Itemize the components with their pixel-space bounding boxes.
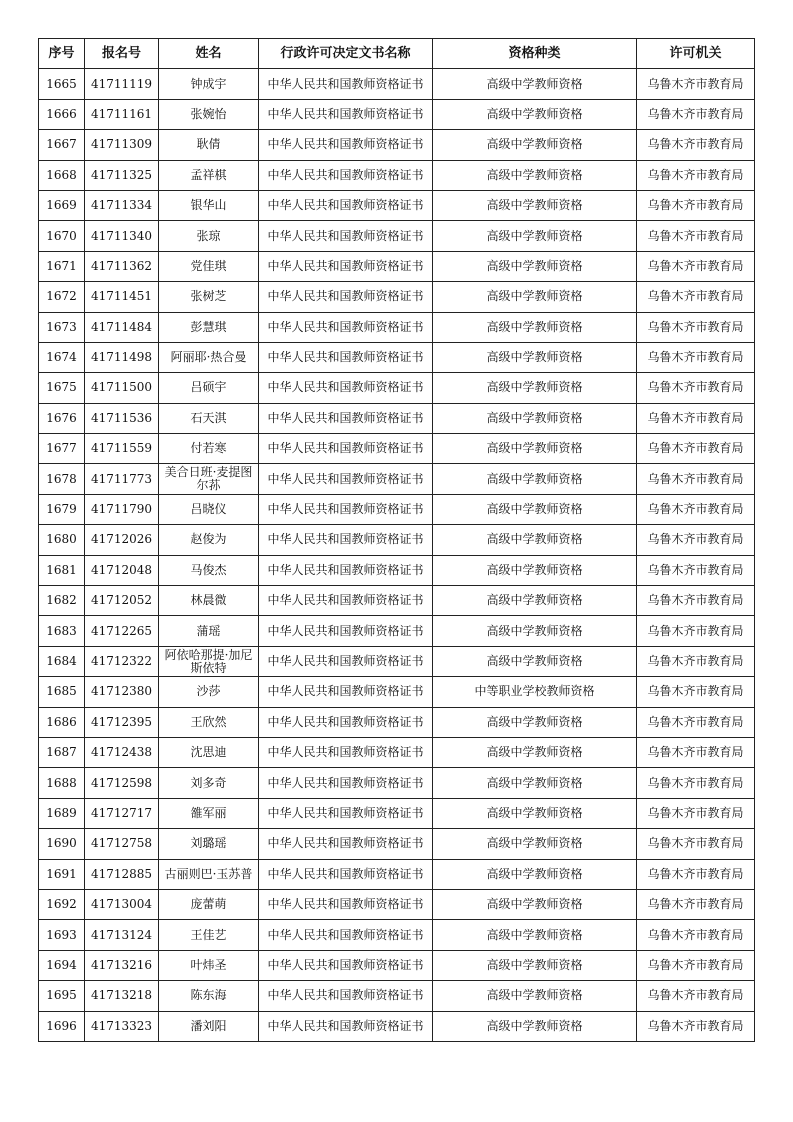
qualification-type-cell: 高级中学教师资格	[433, 829, 637, 859]
licensing-authority-cell: 乌鲁木齐市教育局	[637, 130, 755, 160]
name-cell: 雒军丽	[159, 798, 259, 828]
registration-number-cell: 41711790	[85, 494, 159, 524]
serial-number-cell: 1679	[39, 494, 85, 524]
licensing-authority-cell: 乌鲁木齐市教育局	[637, 950, 755, 980]
serial-number-cell: 1674	[39, 342, 85, 372]
licensing-authority-cell: 乌鲁木齐市教育局	[637, 190, 755, 220]
serial-number-cell: 1692	[39, 889, 85, 919]
name-cell: 钟成宇	[159, 69, 259, 99]
table-row	[39, 737, 755, 767]
table-row	[39, 494, 755, 524]
qualification-type-cell: 高级中学教师资格	[433, 403, 637, 433]
registration-number-cell: 41711119	[85, 69, 159, 99]
document-name-cell: 中华人民共和国教师资格证书	[259, 69, 433, 99]
qualification-type-cell: 高级中学教师资格	[433, 950, 637, 980]
registration-number-cell: 41711484	[85, 312, 159, 342]
document-name-cell: 中华人民共和国教师资格证书	[259, 859, 433, 889]
header-qualification-type: 资格种类	[433, 39, 637, 69]
qualification-type-cell: 高级中学教师资格	[433, 525, 637, 555]
name-cell: 美合日班·麦提图尔荪	[159, 464, 259, 494]
document-name-cell: 中华人民共和国教师资格证书	[259, 737, 433, 767]
table-row	[39, 616, 755, 646]
name-cell: 张树芝	[159, 282, 259, 312]
serial-number-cell: 1677	[39, 434, 85, 464]
name-cell: 赵俊为	[159, 525, 259, 555]
licensing-authority-cell: 乌鲁木齐市教育局	[637, 525, 755, 555]
table-header-row	[39, 39, 755, 69]
document-name-cell: 中华人民共和国教师资格证书	[259, 525, 433, 555]
qualification-type-cell: 高级中学教师资格	[433, 616, 637, 646]
registration-number-cell: 41712598	[85, 768, 159, 798]
name-cell: 古丽则巴·玉苏普	[159, 859, 259, 889]
qualification-type-cell: 高级中学教师资格	[433, 251, 637, 281]
document-name-cell: 中华人民共和国教师资格证书	[259, 373, 433, 403]
name-cell: 庞蕾萌	[159, 889, 259, 919]
table-row	[39, 190, 755, 220]
table-row	[39, 768, 755, 798]
serial-number-cell: 1673	[39, 312, 85, 342]
registration-number-cell: 41713323	[85, 1011, 159, 1041]
serial-number-cell: 1676	[39, 403, 85, 433]
name-cell: 张琼	[159, 221, 259, 251]
serial-number-cell: 1668	[39, 160, 85, 190]
registration-number-cell: 41712885	[85, 859, 159, 889]
licensing-authority-cell: 乌鲁木齐市教育局	[637, 1011, 755, 1041]
document-name-cell: 中华人民共和国教师资格证书	[259, 555, 433, 585]
qualification-type-cell: 高级中学教师资格	[433, 768, 637, 798]
qualification-type-cell: 高级中学教师资格	[433, 342, 637, 372]
serial-number-cell: 1687	[39, 737, 85, 767]
qualification-type-cell: 高级中学教师资格	[433, 859, 637, 889]
registration-number-cell: 41711309	[85, 130, 159, 160]
licensing-authority-cell: 乌鲁木齐市教育局	[637, 768, 755, 798]
document-name-cell: 中华人民共和国教师资格证书	[259, 282, 433, 312]
document-name-cell: 中华人民共和国教师资格证书	[259, 920, 433, 950]
table-row	[39, 950, 755, 980]
qualification-type-cell: 高级中学教师资格	[433, 99, 637, 129]
qualification-type-cell: 高级中学教师资格	[433, 707, 637, 737]
name-cell: 石天淇	[159, 403, 259, 433]
document-name-cell: 中华人民共和国教师资格证书	[259, 130, 433, 160]
name-cell: 党佳琪	[159, 251, 259, 281]
qualification-type-cell: 高级中学教师资格	[433, 69, 637, 99]
table-row	[39, 434, 755, 464]
serial-number-cell: 1684	[39, 646, 85, 676]
registration-number-cell: 41712026	[85, 525, 159, 555]
table-row	[39, 99, 755, 129]
name-cell: 张婉怡	[159, 99, 259, 129]
qualification-type-cell: 高级中学教师资格	[433, 586, 637, 616]
licensing-authority-cell: 乌鲁木齐市教育局	[637, 434, 755, 464]
registration-number-cell: 41711362	[85, 251, 159, 281]
document-name-cell: 中华人民共和国教师资格证书	[259, 160, 433, 190]
licensing-authority-cell: 乌鲁木齐市教育局	[637, 342, 755, 372]
header-name: 姓名	[159, 39, 259, 69]
licensing-authority-cell: 乌鲁木齐市教育局	[637, 859, 755, 889]
registration-number-cell: 41712717	[85, 798, 159, 828]
licensing-authority-cell: 乌鲁木齐市教育局	[637, 555, 755, 585]
header-document-name: 行政许可决定文书名称	[259, 39, 433, 69]
table-row	[39, 342, 755, 372]
name-cell: 林晨微	[159, 586, 259, 616]
name-cell: 阿依哈那提·加尼斯依特	[159, 646, 259, 676]
document-name-cell: 中华人民共和国教师资格证书	[259, 889, 433, 919]
document-name-cell: 中华人民共和国教师资格证书	[259, 1011, 433, 1041]
serial-number-cell: 1690	[39, 829, 85, 859]
licensing-authority-cell: 乌鲁木齐市教育局	[637, 889, 755, 919]
name-cell: 蒲瑶	[159, 616, 259, 646]
name-cell: 沈思迪	[159, 737, 259, 767]
qualification-type-cell: 高级中学教师资格	[433, 646, 637, 676]
registration-number-cell: 41712395	[85, 707, 159, 737]
table-row	[39, 464, 755, 494]
table-row	[39, 981, 755, 1011]
licensing-authority-cell: 乌鲁木齐市教育局	[637, 646, 755, 676]
table-row	[39, 312, 755, 342]
licensing-authority-cell: 乌鲁木齐市教育局	[637, 282, 755, 312]
licensing-authority-cell: 乌鲁木齐市教育局	[637, 920, 755, 950]
document-name-cell: 中华人民共和国教师资格证书	[259, 221, 433, 251]
licensing-authority-cell: 乌鲁木齐市教育局	[637, 69, 755, 99]
licensing-authority-cell: 乌鲁木齐市教育局	[637, 981, 755, 1011]
qualification-type-cell: 高级中学教师资格	[433, 981, 637, 1011]
licensing-authority-cell: 乌鲁木齐市教育局	[637, 403, 755, 433]
serial-number-cell: 1675	[39, 373, 85, 403]
document-name-cell: 中华人民共和国教师资格证书	[259, 251, 433, 281]
qualification-type-cell: 高级中学教师资格	[433, 920, 637, 950]
licensing-authority-cell: 乌鲁木齐市教育局	[637, 586, 755, 616]
qualification-type-cell: 高级中学教师资格	[433, 464, 637, 494]
serial-number-cell: 1670	[39, 221, 85, 251]
qualification-type-cell: 高级中学教师资格	[433, 373, 637, 403]
serial-number-cell: 1694	[39, 950, 85, 980]
table-row	[39, 829, 755, 859]
document-name-cell: 中华人民共和国教师资格证书	[259, 677, 433, 707]
qualification-type-cell: 高级中学教师资格	[433, 889, 637, 919]
serial-number-cell: 1672	[39, 282, 85, 312]
registration-number-cell: 41711773	[85, 464, 159, 494]
registration-number-cell: 41711559	[85, 434, 159, 464]
name-cell: 刘多奇	[159, 768, 259, 798]
document-name-cell: 中华人民共和国教师资格证书	[259, 646, 433, 676]
registration-number-cell: 41711451	[85, 282, 159, 312]
serial-number-cell: 1682	[39, 586, 85, 616]
serial-number-cell: 1681	[39, 555, 85, 585]
table-row	[39, 403, 755, 433]
registration-number-cell: 41711498	[85, 342, 159, 372]
document-name-cell: 中华人民共和国教师资格证书	[259, 494, 433, 524]
document-name-cell: 中华人民共和国教师资格证书	[259, 99, 433, 129]
table-row	[39, 889, 755, 919]
table-row	[39, 130, 755, 160]
name-cell: 陈东海	[159, 981, 259, 1011]
serial-number-cell: 1691	[39, 859, 85, 889]
name-cell: 吕硕宇	[159, 373, 259, 403]
table-row	[39, 707, 755, 737]
serial-number-cell: 1678	[39, 464, 85, 494]
table-row	[39, 525, 755, 555]
qualification-type-cell: 高级中学教师资格	[433, 282, 637, 312]
registration-number-cell: 41711340	[85, 221, 159, 251]
document-name-cell: 中华人民共和国教师资格证书	[259, 798, 433, 828]
document-name-cell: 中华人民共和国教师资格证书	[259, 586, 433, 616]
serial-number-cell: 1666	[39, 99, 85, 129]
qualification-type-cell: 中等职业学校教师资格	[433, 677, 637, 707]
registration-number-cell: 41713216	[85, 950, 159, 980]
name-cell: 阿丽耶·热合曼	[159, 342, 259, 372]
serial-number-cell: 1685	[39, 677, 85, 707]
table-row	[39, 251, 755, 281]
licensing-authority-cell: 乌鲁木齐市教育局	[637, 707, 755, 737]
serial-number-cell: 1686	[39, 707, 85, 737]
registration-number-cell: 41712265	[85, 616, 159, 646]
table-row	[39, 373, 755, 403]
name-cell: 吕晓仪	[159, 494, 259, 524]
document-name-cell: 中华人民共和国教师资格证书	[259, 707, 433, 737]
name-cell: 马俊杰	[159, 555, 259, 585]
registration-number-cell: 41712758	[85, 829, 159, 859]
licensing-authority-cell: 乌鲁木齐市教育局	[637, 221, 755, 251]
registration-number-cell: 41711325	[85, 160, 159, 190]
table-row	[39, 69, 755, 99]
document-name-cell: 中华人民共和国教师资格证书	[259, 768, 433, 798]
header-serial-number: 序号	[39, 39, 85, 69]
registration-number-cell: 41713218	[85, 981, 159, 1011]
serial-number-cell: 1669	[39, 190, 85, 220]
registration-number-cell: 41712322	[85, 646, 159, 676]
name-cell: 耿倩	[159, 130, 259, 160]
qualification-type-cell: 高级中学教师资格	[433, 190, 637, 220]
qualification-type-cell: 高级中学教师资格	[433, 130, 637, 160]
registration-number-cell: 41713004	[85, 889, 159, 919]
registration-number-cell: 41711334	[85, 190, 159, 220]
document-name-cell: 中华人民共和国教师资格证书	[259, 403, 433, 433]
registration-number-cell: 41712048	[85, 555, 159, 585]
document-name-cell: 中华人民共和国教师资格证书	[259, 464, 433, 494]
document-name-cell: 中华人民共和国教师资格证书	[259, 342, 433, 372]
table-row	[39, 282, 755, 312]
document-name-cell: 中华人民共和国教师资格证书	[259, 950, 433, 980]
document-name-cell: 中华人民共和国教师资格证书	[259, 434, 433, 464]
licensing-authority-cell: 乌鲁木齐市教育局	[637, 464, 755, 494]
document-name-cell: 中华人民共和国教师资格证书	[259, 190, 433, 220]
licensing-authority-cell: 乌鲁木齐市教育局	[637, 829, 755, 859]
name-cell: 潘刘阳	[159, 1011, 259, 1041]
qualification-type-cell: 高级中学教师资格	[433, 494, 637, 524]
document-name-cell: 中华人民共和国教师资格证书	[259, 312, 433, 342]
registration-number-cell: 41713124	[85, 920, 159, 950]
serial-number-cell: 1667	[39, 130, 85, 160]
name-cell: 刘璐瑶	[159, 829, 259, 859]
qualification-type-cell: 高级中学教师资格	[433, 555, 637, 585]
name-cell: 彭慧琪	[159, 312, 259, 342]
name-cell: 沙莎	[159, 677, 259, 707]
registration-number-cell: 41712380	[85, 677, 159, 707]
document-name-cell: 中华人民共和国教师资格证书	[259, 981, 433, 1011]
qualification-type-cell: 高级中学教师资格	[433, 312, 637, 342]
header-registration-number: 报名号	[85, 39, 159, 69]
registration-number-cell: 41712438	[85, 737, 159, 767]
serial-number-cell: 1683	[39, 616, 85, 646]
table-row	[39, 221, 755, 251]
table-row	[39, 586, 755, 616]
table-row	[39, 555, 755, 585]
qualification-type-cell: 高级中学教师资格	[433, 737, 637, 767]
licensing-authority-cell: 乌鲁木齐市教育局	[637, 737, 755, 767]
licensing-authority-cell: 乌鲁木齐市教育局	[637, 251, 755, 281]
qualification-type-cell: 高级中学教师资格	[433, 434, 637, 464]
licensing-authority-cell: 乌鲁木齐市教育局	[637, 798, 755, 828]
registration-number-cell: 41711536	[85, 403, 159, 433]
qualification-type-cell: 高级中学教师资格	[433, 798, 637, 828]
document-name-cell: 中华人民共和国教师资格证书	[259, 616, 433, 646]
table-row	[39, 160, 755, 190]
qualification-type-cell: 高级中学教师资格	[433, 160, 637, 190]
name-cell: 王佳艺	[159, 920, 259, 950]
table-row	[39, 677, 755, 707]
name-cell: 付若寒	[159, 434, 259, 464]
licensing-authority-cell: 乌鲁木齐市教育局	[637, 312, 755, 342]
serial-number-cell: 1689	[39, 798, 85, 828]
table-row	[39, 646, 755, 676]
serial-number-cell: 1680	[39, 525, 85, 555]
name-cell: 孟祥棋	[159, 160, 259, 190]
licensing-authority-cell: 乌鲁木齐市教育局	[637, 373, 755, 403]
serial-number-cell: 1665	[39, 69, 85, 99]
serial-number-cell: 1695	[39, 981, 85, 1011]
table-row	[39, 798, 755, 828]
registration-number-cell: 41711161	[85, 99, 159, 129]
name-cell: 王欣然	[159, 707, 259, 737]
name-cell: 银华山	[159, 190, 259, 220]
licensing-authority-cell: 乌鲁木齐市教育局	[637, 494, 755, 524]
serial-number-cell: 1688	[39, 768, 85, 798]
qualification-type-cell: 高级中学教师资格	[433, 1011, 637, 1041]
licensing-authority-cell: 乌鲁木齐市教育局	[637, 677, 755, 707]
serial-number-cell: 1671	[39, 251, 85, 281]
document-name-cell: 中华人民共和国教师资格证书	[259, 829, 433, 859]
licensing-authority-cell: 乌鲁木齐市教育局	[637, 160, 755, 190]
licensing-authority-cell: 乌鲁木齐市教育局	[637, 99, 755, 129]
registration-number-cell: 41711500	[85, 373, 159, 403]
serial-number-cell: 1693	[39, 920, 85, 950]
table-body	[39, 69, 755, 1042]
registration-number-cell: 41712052	[85, 586, 159, 616]
serial-number-cell: 1696	[39, 1011, 85, 1041]
header-licensing-authority: 许可机关	[637, 39, 755, 69]
table-row	[39, 859, 755, 889]
table-row	[39, 920, 755, 950]
table-row	[39, 1011, 755, 1041]
name-cell: 叶炜圣	[159, 950, 259, 980]
qualification-type-cell: 高级中学教师资格	[433, 221, 637, 251]
licensing-authority-cell: 乌鲁木齐市教育局	[637, 616, 755, 646]
teacher-certificate-table	[38, 38, 755, 1042]
